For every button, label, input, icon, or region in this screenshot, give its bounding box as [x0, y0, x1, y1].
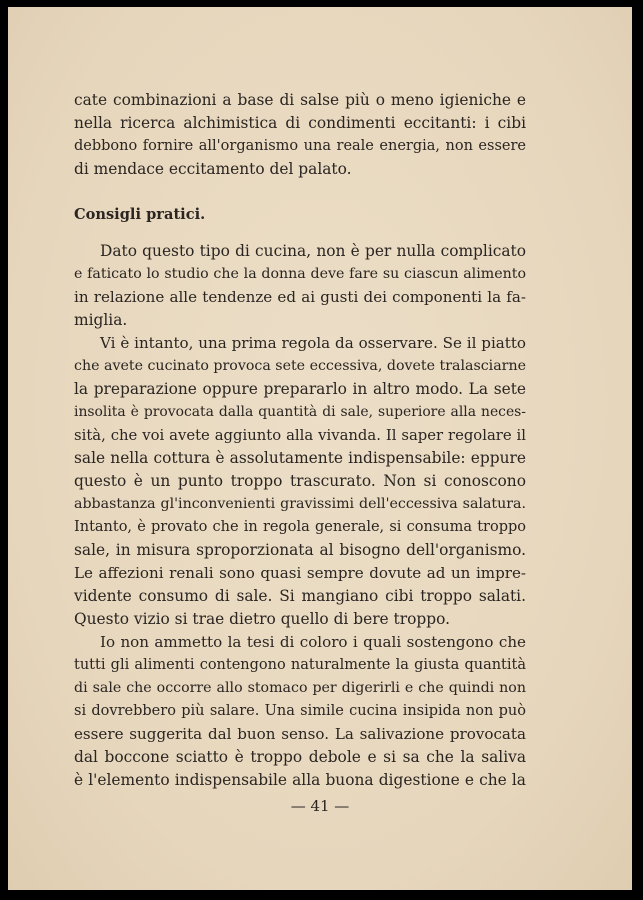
- section-heading: Consigli pratici.: [74, 206, 206, 223]
- text-line: abbastanza gl'inconvenienti gravissimi dell'eccessiva salatura.: [74, 496, 526, 512]
- text-line: questo è un punto troppo trascurato. Non si conoscono: [74, 472, 526, 490]
- text-line: nella ricerca alchimistica di condimenti eccitanti: i cibi: [74, 114, 526, 132]
- text-line: Questo vizio si trae dietro quello di bere troppo.: [74, 610, 450, 628]
- text-line: sale, in misura sproporzionata al bisogno dell'organismo.: [74, 541, 526, 559]
- text-line: Le affezioni renali sono quasi sempre dovute ad un impre-: [74, 564, 526, 582]
- text-line: dal boccone sciatto è troppo debole e si sa che la saliva: [74, 748, 526, 766]
- text-line: di sale che occorre allo stomaco per digerirli e che quindi non: [74, 680, 526, 696]
- text-line: è l'elemento indispensabile alla buona digestione e che la: [74, 771, 526, 789]
- text-line: sale nella cottura è assolutamente indispensabile: eppure: [74, 449, 526, 467]
- text-line: debbono fornire all'organismo una reale energia, non essere: [74, 138, 526, 154]
- text-line: sità, che voi avete aggiunto alla vivanda. Il saper regolare il: [74, 427, 526, 444]
- text-line: tutti gli alimenti contengono naturalmente la giusta quantità: [74, 657, 526, 673]
- text-line: che avete cucinato provoca sete eccessiva, dovete tralasciarne: [74, 358, 526, 374]
- text-line: Intanto, è provato che in regola generale, si consuma troppo: [74, 519, 526, 535]
- book-page: [8, 7, 632, 890]
- text-line: Io non ammetto la tesi di coloro i quali sostengono che: [100, 633, 526, 651]
- page-body: [74, 89, 526, 792]
- text-line: Vi è intanto, una prima regola da osservare. Se il piatto: [100, 334, 526, 352]
- text-line: cate combinazioni a base di salse più o meno igieniche e: [74, 91, 526, 109]
- text-line: miglia.: [74, 311, 128, 329]
- text-line: di mendace eccitamento del palato.: [74, 160, 352, 178]
- text-line: la preparazione oppure prepararlo in altro modo. La sete: [74, 380, 526, 398]
- text-line: vidente consumo di sale. Si mangiano cibi troppo salati.: [74, 587, 526, 605]
- text-line: essere suggerita dal buon senso. La salivazione provocata: [74, 725, 526, 743]
- page-number: — 41 —: [290, 797, 350, 815]
- text-line: Dato questo tipo di cucina, non è per nulla complicato: [100, 242, 526, 260]
- text-line: insolita è provocata dalla quantità di sale, superiore alla neces-: [74, 404, 526, 420]
- text-line: e faticato lo studio che la donna deve fare su ciascun alimento: [74, 266, 526, 282]
- text-line: in relazione alle tendenze ed ai gusti dei componenti la fa-: [74, 288, 526, 306]
- text-line: si dovrebbero più salare. Una simile cucina insipida non può: [74, 703, 526, 719]
